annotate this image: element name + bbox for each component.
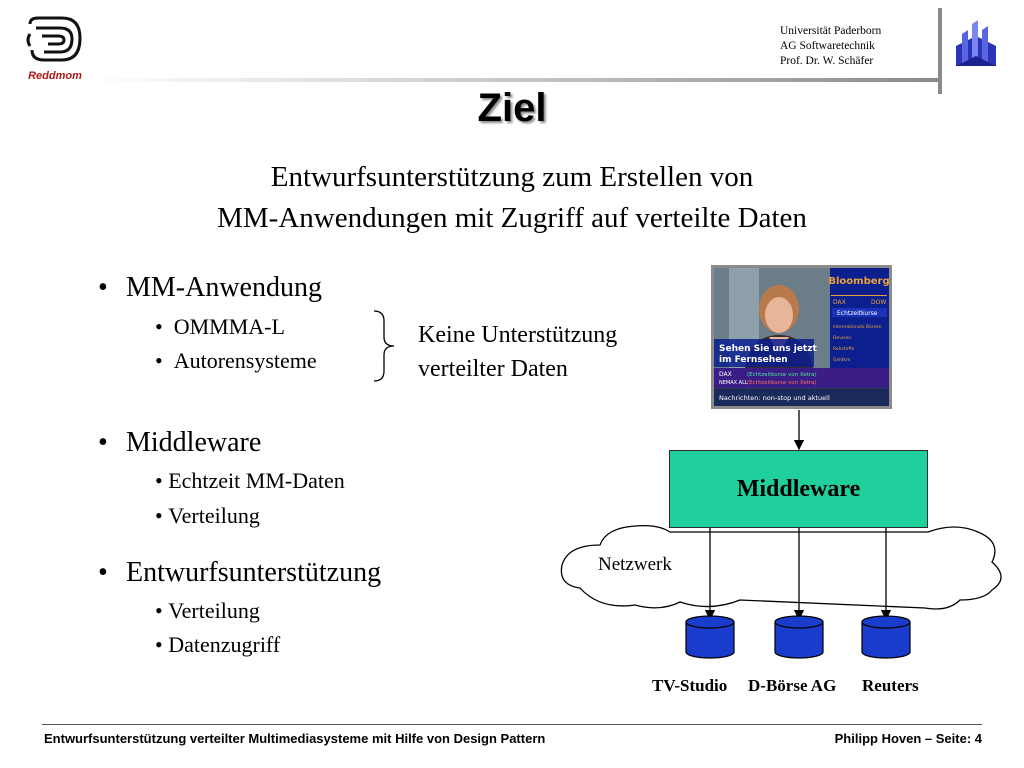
university-name: Universität Paderborn [780, 25, 882, 37]
svg-text:(Echtzeitkurse von Xetra): (Echtzeitkurse von Xetra) [747, 372, 817, 378]
group-name: AG Softwaretechnik [780, 40, 875, 52]
bullet-mm-anwendung: • MM-Anwendung [98, 272, 322, 303]
tv-screenshot [711, 265, 892, 409]
sub-bullet: • OMMMA-L [155, 314, 285, 339]
svg-text:NEMAX ALL: NEMAX ALL [719, 380, 748, 386]
header-rule [88, 78, 940, 82]
database-reuters [862, 616, 910, 658]
svg-text:Sehen Sie uns jetzt: Sehen Sie uns jetzt [719, 344, 817, 354]
svg-text:Internationale Börsen: Internationale Börsen [833, 325, 882, 330]
label-d-boerse: D-Börse AG [748, 676, 837, 695]
university-logo [952, 16, 1000, 70]
reddmom-logo [22, 14, 88, 90]
bullet-label: Middleware [126, 427, 262, 458]
page-title: Ziel [477, 86, 547, 130]
bullet-label: MM-Anwendung [126, 272, 322, 303]
database-tv-studio [686, 616, 734, 658]
footer-title: Entwurfsunterstützung verteilter Multimediasysteme mit Hilfe von Design Pattern [44, 731, 546, 746]
middleware-box [669, 450, 928, 528]
svg-text:DAX: DAX [833, 299, 846, 306]
bullet-middleware: • Middleware [98, 427, 262, 458]
sub-bullet: • Datenzugriff [155, 632, 281, 657]
label-tv-studio: TV-Studio [652, 676, 728, 695]
professor-name: Prof. Dr. W. Schäfer [780, 55, 874, 67]
bullet-entwurfsunterstuetzung: • Entwurfsunterstützung [98, 557, 382, 588]
architecture-diagram [540, 400, 1010, 700]
svg-text:im Fernsehen: im Fernsehen [719, 355, 788, 365]
sub-bullet: • Verteilung [155, 503, 260, 528]
subtitle [0, 157, 1024, 239]
svg-text:DAX: DAX [719, 371, 732, 378]
network-label: Netzwerk [598, 554, 672, 575]
sub-bullet: • Autorensysteme [155, 348, 317, 373]
svg-text:Devisen: Devisen [833, 336, 852, 341]
database-d-boerse [775, 616, 823, 658]
subtitle-line-2: MM-Anwendungen mit Zugriff auf verteilte Daten [217, 202, 807, 234]
label-reuters: Reuters [862, 676, 919, 695]
svg-text:Rohstoffe: Rohstoffe [833, 347, 855, 352]
middleware-label: Middleware [736, 475, 861, 502]
svg-text:Nachrichten: non-stop und aktu: Nachrichten: non-stop und aktuell [719, 394, 830, 402]
university-block [780, 24, 881, 69]
curly-brace [372, 309, 396, 383]
bullet-label: Entwurfsunterstützung [126, 557, 382, 588]
svg-text:DOW: DOW [871, 299, 887, 306]
svg-text:Reddmom: Reddmom [28, 70, 82, 82]
sub-bullet: • Echtzeit MM-Daten [155, 468, 345, 493]
svg-text:Echtzeitkurse: Echtzeitkurse [837, 310, 878, 317]
subtitle-line-1: Entwurfsunterstützung zum Erstellen von [270, 161, 754, 193]
svg-text:Geldkm: Geldkm [833, 358, 851, 363]
sub-bullet: • Verteilung [155, 598, 260, 623]
svg-text:Bloomberg: Bloomberg [828, 276, 890, 287]
footer-rule [42, 724, 982, 725]
note-no-support: Keine Unterstützung verteilter Daten [418, 322, 618, 382]
header-vertical-rule [938, 8, 942, 94]
footer-page-info: Philipp Hoven – Seite: 4 [834, 731, 982, 746]
svg-text:(Echtzeitkurse von Xetra): (Echtzeitkurse von Xetra) [747, 380, 817, 386]
